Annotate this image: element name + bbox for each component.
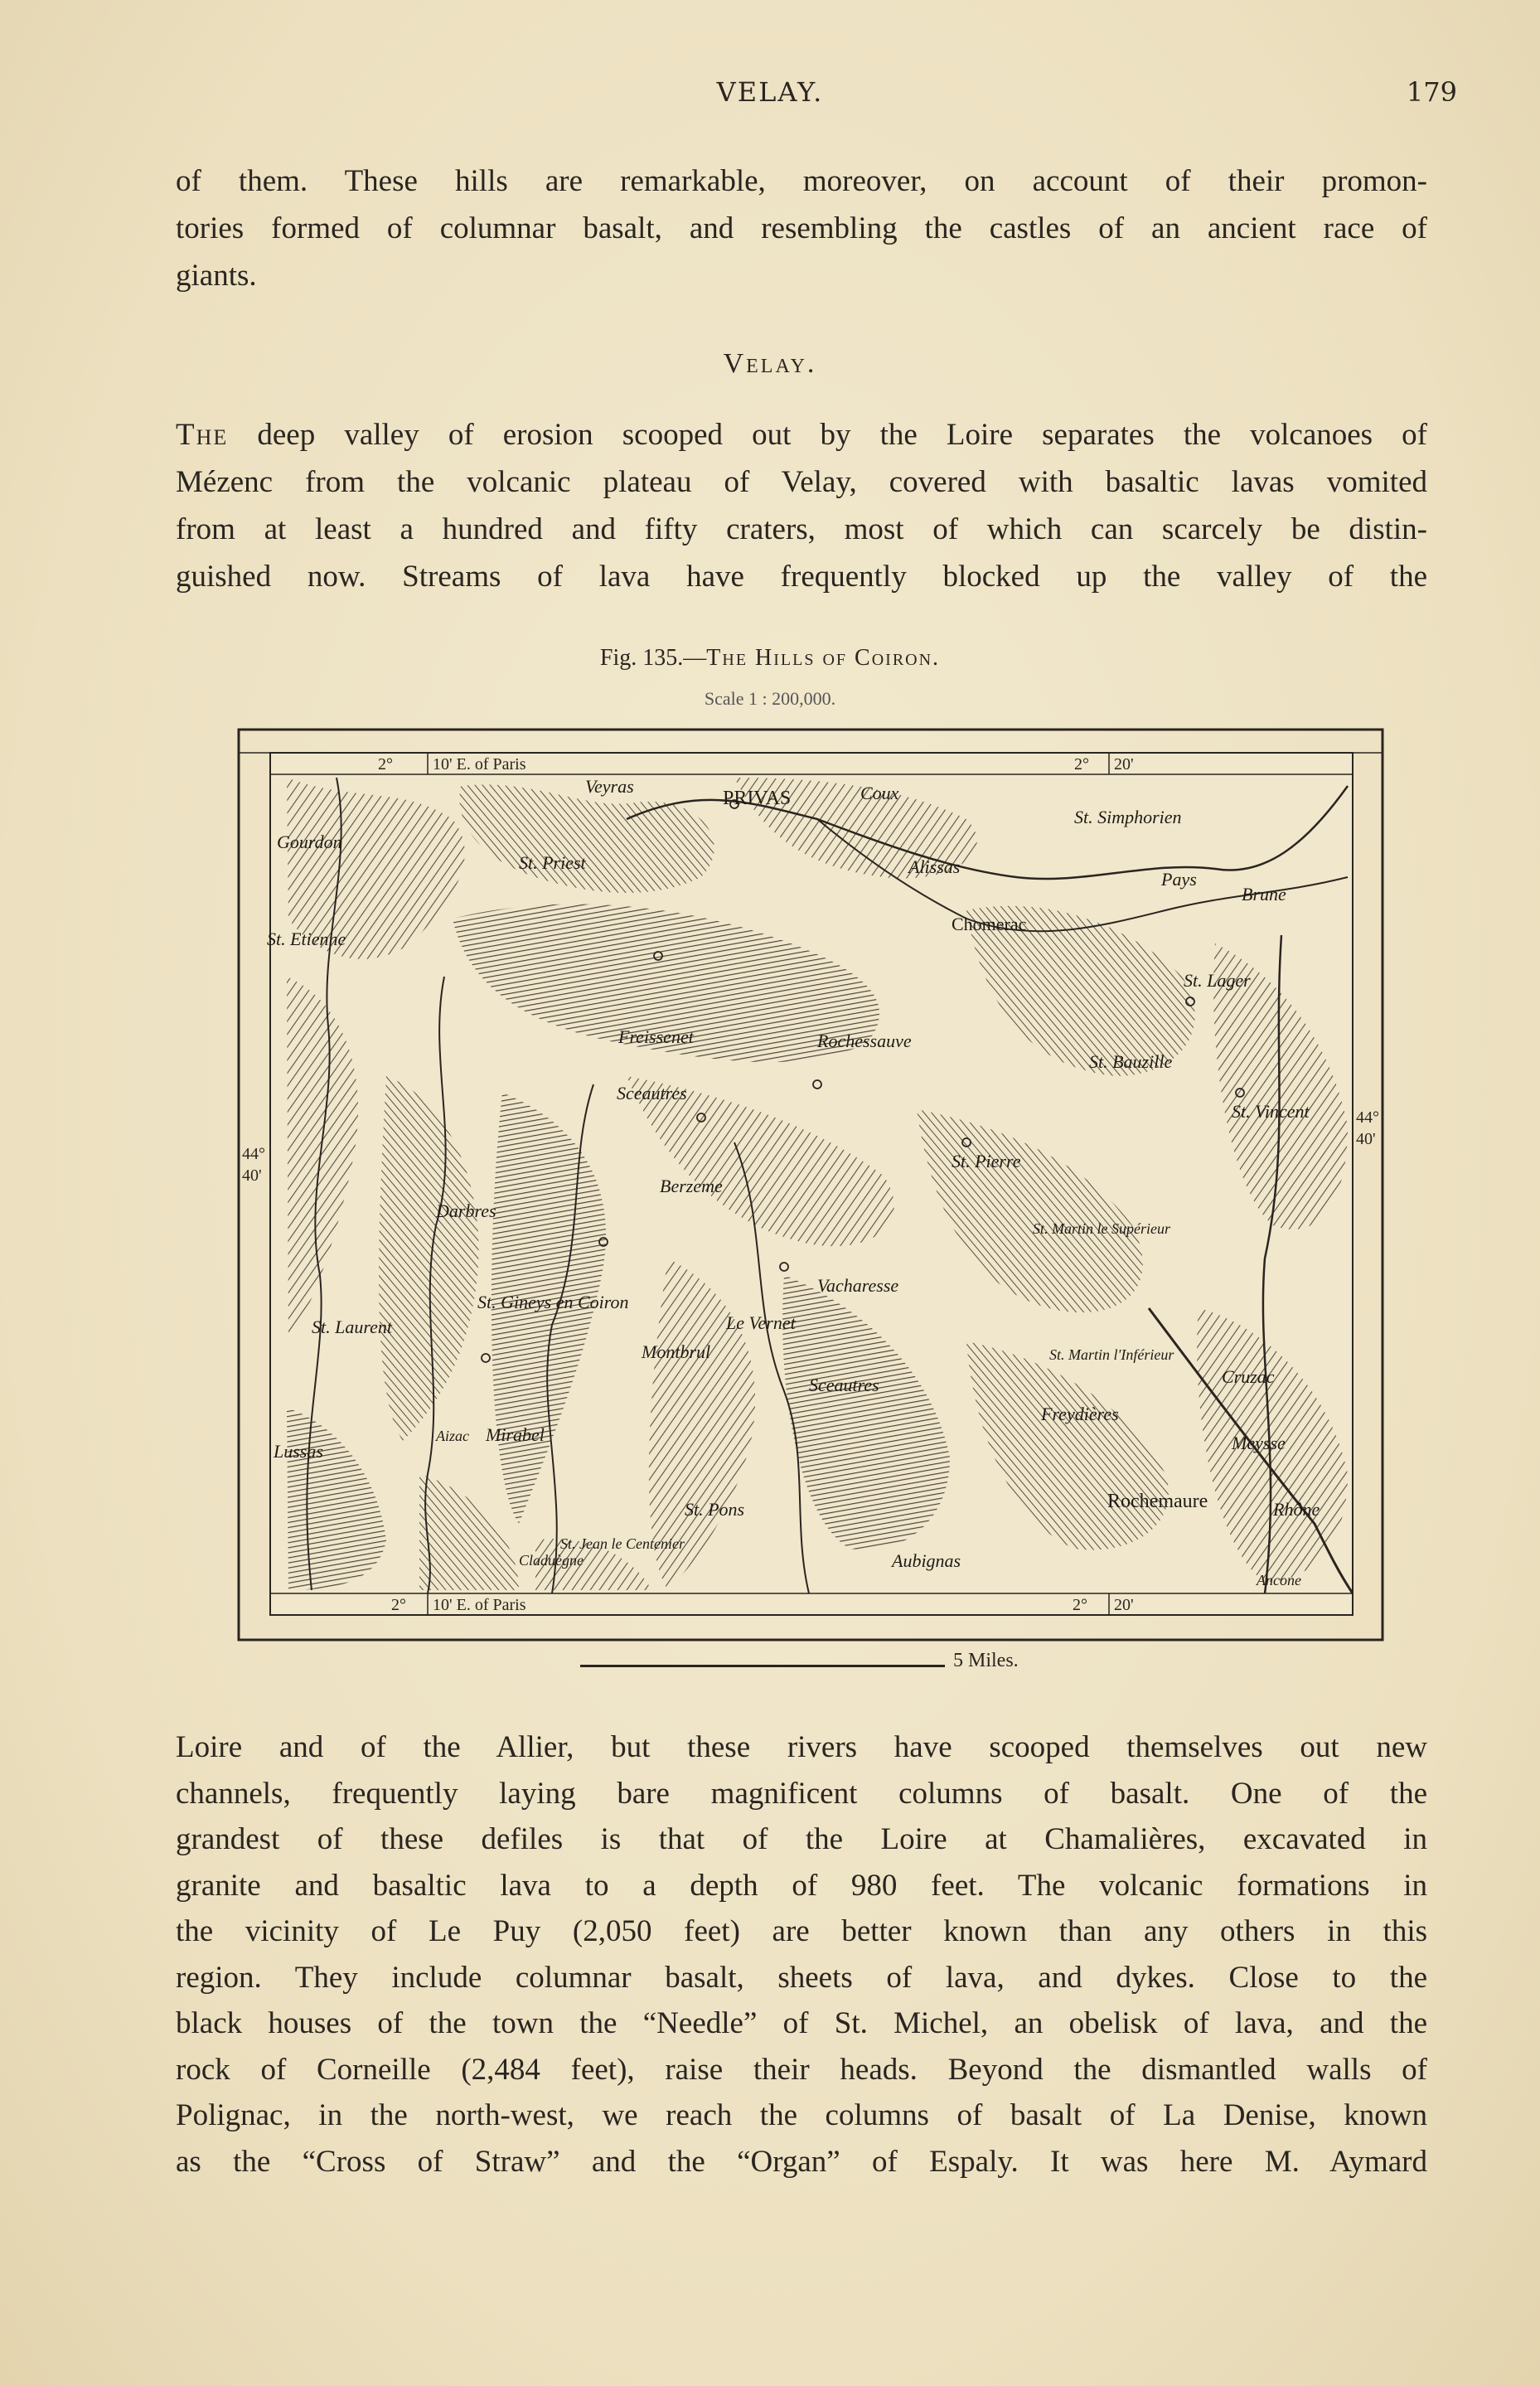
- place-label: St. Martin le Supérieur: [1033, 1220, 1170, 1237]
- drop-word: The: [176, 418, 229, 452]
- figure-caption: [0, 645, 1540, 672]
- paragraph-bottom: [176, 1724, 1427, 2185]
- place-label: St. Pierre: [952, 1151, 1021, 1171]
- place-label: St. Gineys en Coiron: [477, 1292, 629, 1312]
- paragraph-velay: [176, 411, 1427, 600]
- text-line: from at least a hundred and fifty craters, most of which can scarcely be distin-: [176, 512, 1427, 546]
- place-label: St. Etienne: [267, 929, 346, 949]
- text-line: the vicinity of Le Puy (2,050 feet) are better known than any others in this: [176, 1914, 1427, 1948]
- place-label: St. Vincent: [1232, 1101, 1310, 1122]
- place-label: Cruzac: [1222, 1366, 1275, 1387]
- place-label: Mirabel: [486, 1424, 545, 1445]
- lon-label-bottom-left-b: 10' E. of Paris: [433, 1596, 526, 1614]
- place-label: Freydières: [1041, 1404, 1119, 1424]
- map-svg: [237, 728, 1384, 1642]
- place-label: Le Vernet: [726, 1312, 796, 1333]
- text-line: [176, 411, 1427, 458]
- place-label: Ancone: [1257, 1572, 1301, 1588]
- place-label: Rochessauve: [817, 1031, 912, 1051]
- place-label: Aubignas: [892, 1550, 961, 1571]
- place-label: Freissenet: [618, 1026, 694, 1047]
- lon-label-top-right: 2°: [1074, 755, 1089, 774]
- text-line: as the “Cross of Straw” and the “Organ” of Espaly. It was here M. Aymard: [176, 2144, 1427, 2179]
- place-label: St. Priest: [519, 852, 586, 873]
- lat-label-left-b: 40': [242, 1166, 262, 1185]
- place-label: St. Jean le Centenier: [560, 1535, 685, 1552]
- text-line: Loire and of the Allier, but these rivers have scooped themselves out new: [176, 1730, 1427, 1764]
- text-line: grandest of these defiles is that of the Loire at Chamalières, excavated in: [176, 1822, 1427, 1856]
- section-heading: Velay.: [723, 348, 817, 379]
- place-label: Brune: [1242, 884, 1286, 904]
- text-line: rock of Corneille (2,484 feet), raise their heads. Beyond the dismantled walls of: [176, 2052, 1427, 2087]
- place-label: Claduègne: [519, 1552, 584, 1569]
- place-label: St. Bauzille: [1089, 1051, 1173, 1072]
- text-line: of them. These hills are remarkable, moreover, on account of their promon-: [176, 164, 1427, 198]
- place-label: Vacharesse: [817, 1275, 899, 1296]
- place-label: Sceautres: [809, 1375, 879, 1395]
- text-line: guished now. Streams of lava have frequently blocked up the valley of the: [176, 560, 1427, 594]
- place-label: Alissas: [908, 856, 961, 877]
- place-label: Darbres: [436, 1200, 496, 1221]
- running-title: VELAY.: [716, 76, 824, 108]
- paragraph-top: [176, 158, 1427, 299]
- lon-label-bottom-left: 2°: [391, 1596, 406, 1614]
- place-label: Lussas: [274, 1441, 323, 1462]
- place-label: Rochemaure: [1107, 1491, 1208, 1512]
- place-label: Chomerac: [952, 914, 1027, 934]
- lon-label-bottom-right-b: 20': [1114, 1596, 1134, 1614]
- lat-label-right: 44°: [1356, 1108, 1379, 1127]
- place-label: Pays: [1161, 869, 1197, 890]
- page-number: 179: [1406, 76, 1457, 108]
- hills-of-coiron-map: [237, 728, 1384, 1642]
- text-line: granite and basaltic lava to a depth of 980 feet. The volcanic formations in: [176, 1868, 1427, 1903]
- lat-label-left: 44°: [242, 1145, 265, 1163]
- place-label: Veyras: [585, 776, 634, 797]
- figure-title: The Hills of Coiron.: [706, 645, 941, 671]
- place-label: St. Martin l'Inférieur: [1049, 1346, 1174, 1363]
- text-line: Mézenc from the volcanic plateau of Velay, covered with basaltic lavas vomited: [176, 465, 1427, 499]
- place-label: Coux: [860, 783, 899, 803]
- lon-label-bottom-right: 2°: [1073, 1596, 1087, 1614]
- text-line-rest: deep valley of erosion scooped out by the Loire separates the volcanoes of: [228, 418, 1427, 452]
- lat-label-right-b: 40': [1356, 1130, 1376, 1148]
- place-label: St. Laurent: [312, 1317, 392, 1337]
- place-label: Meysse: [1232, 1433, 1286, 1453]
- lon-label-top-right-b: 20': [1114, 755, 1134, 774]
- lon-label-top-left-b: 10' E. of Paris: [433, 755, 526, 774]
- place-label: St. Pons: [685, 1499, 745, 1520]
- text-line: channels, frequently laying bare magnificent columns of basalt. One of the: [176, 1776, 1427, 1811]
- place-label: Rhône: [1273, 1499, 1320, 1520]
- place-label: Berzeme: [660, 1176, 723, 1196]
- place-label: Montbrul: [642, 1341, 711, 1362]
- place-label: Sceautres: [617, 1083, 687, 1103]
- lon-label-top-left: 2°: [378, 755, 393, 774]
- place-label: Gourdon: [277, 832, 342, 852]
- text-line: Polignac, in the north-west, we reach the columns of basalt of La Denise, known: [176, 2098, 1427, 2132]
- scale-bar: [580, 1665, 945, 1667]
- figure-number: Fig. 135.—: [599, 645, 707, 671]
- text-line: black houses of the town the “Needle” of St. Michel, an obelisk of lava, and the: [176, 2006, 1427, 2040]
- place-label: PRIVAS: [723, 788, 792, 809]
- text-line: giants.: [176, 259, 257, 293]
- text-line: region. They include columnar basalt, sheets of lava, and dykes. Close to the: [176, 1960, 1427, 1995]
- text-line: tories formed of columnar basalt, and resembling the castles of an ancient race of: [176, 211, 1427, 245]
- figure-scale: Scale 1 : 200,000.: [704, 688, 836, 709]
- place-label: Aizac: [436, 1428, 469, 1444]
- place-label: St. Simphorien: [1074, 807, 1182, 827]
- place-label: St. Lager: [1184, 970, 1251, 991]
- scale-bar-label: 5 Miles.: [953, 1650, 1019, 1671]
